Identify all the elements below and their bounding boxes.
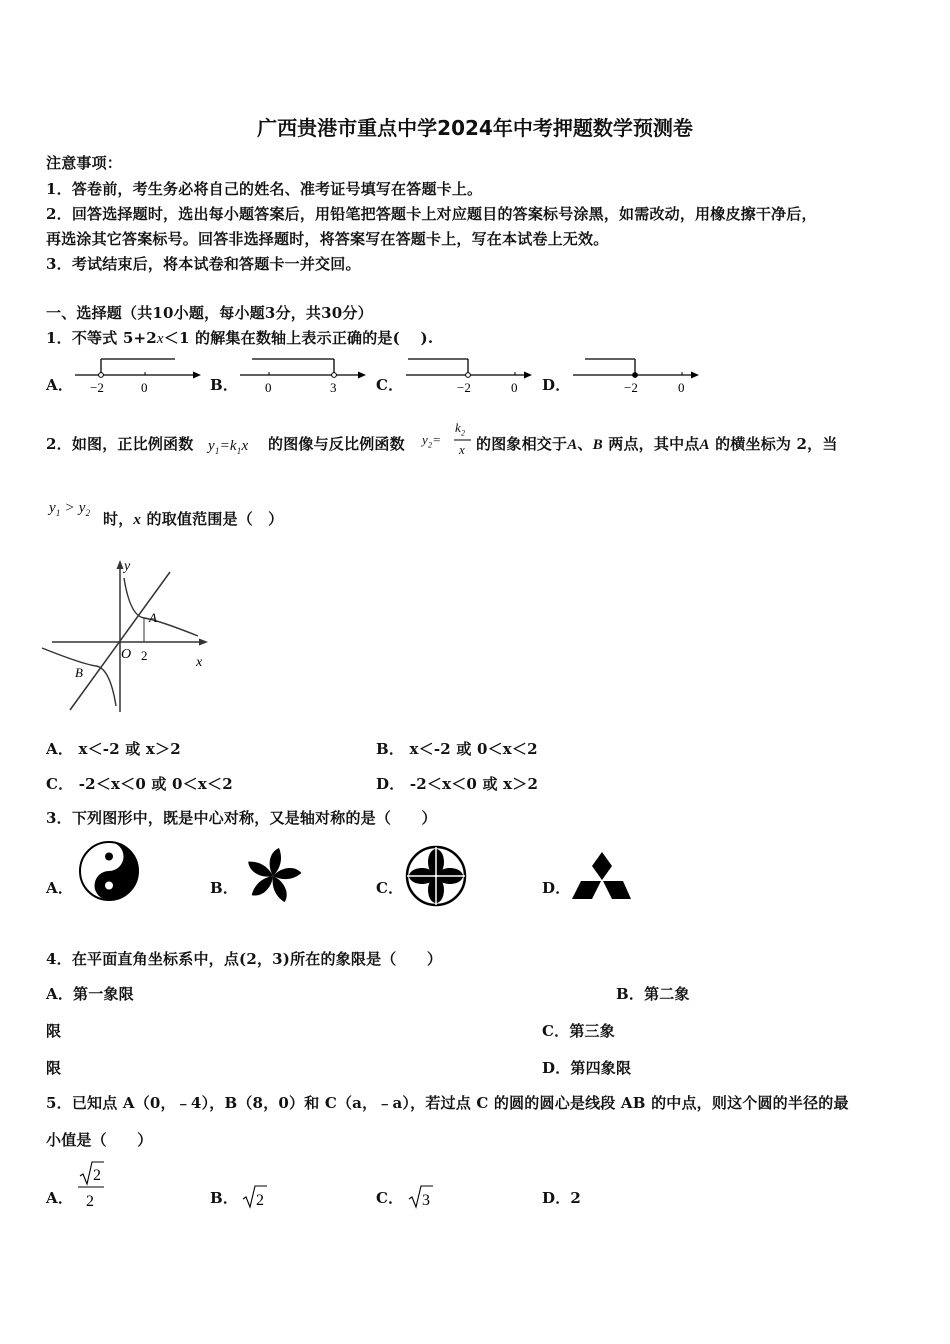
x-axis-label: x bbox=[196, 655, 203, 670]
q5-stem-line2: 小值是（ ） bbox=[46, 1131, 153, 1149]
q5-option-b-sqrt bbox=[242, 1184, 272, 1212]
q4-option-d[interactable]: D．第四象限 bbox=[542, 1059, 632, 1077]
q2-option-d[interactable]: D． -2＜x＜0 或 x＞2 bbox=[376, 775, 539, 793]
q5-option-a-label[interactable]: A． bbox=[46, 1189, 74, 1207]
q2-formula-2-lhs: $y_2=$ bbox=[422, 432, 442, 450]
q1-number-line-a bbox=[75, 355, 205, 397]
svg-text:2: 2 bbox=[256, 1192, 264, 1209]
notice-item-3: 3．考试结束后，将本试卷和答题卡一并交回。 bbox=[46, 255, 361, 273]
notice-item-1: 1．答卷前，考生务必将自己的姓名、准考证号填写在答题卡上。 bbox=[46, 180, 483, 198]
q2-condition: $y_1 > y_2$ bbox=[49, 500, 91, 518]
q1-number-line-b bbox=[240, 355, 370, 397]
q4-option-c-cont: 限 bbox=[46, 1059, 62, 1077]
q2-formula-1: $y_1=k_1x$ bbox=[208, 438, 249, 456]
tick-2-label: 2 bbox=[141, 648, 148, 663]
q5-option-c-label[interactable]: C． bbox=[376, 1189, 404, 1207]
notice-item-2-cont: 再选涂其它答案标号。回答非选择题时，将答案写在答题卡上，写在本试卷上无效。 bbox=[46, 230, 609, 248]
q1-option-d-label[interactable]: D． bbox=[542, 376, 571, 394]
q3-option-b-label[interactable]: B． bbox=[210, 879, 239, 897]
q4-stem: 4．在平面直角坐标系中，点(2，3)所在的象限是（ ） bbox=[46, 950, 443, 968]
q2-option-b[interactable]: B． x＜-2 或 0＜x＜2 bbox=[376, 740, 538, 758]
q5-stem-line1: 5．已知点 A（0，﹣4），B（8，0）和 C（a，﹣a），若过点 C 的圆的圆心是线段 AB 的中点，则这个圆的半径的最 bbox=[46, 1094, 849, 1112]
q1-option-c-label[interactable]: C． bbox=[376, 376, 404, 394]
q1-option-b-label[interactable]: B． bbox=[210, 376, 239, 394]
point-a-label: A bbox=[149, 610, 157, 625]
q5-option-a-fraction bbox=[76, 1158, 106, 1214]
q2-fraction-bar bbox=[454, 439, 472, 441]
q1-number-line-c bbox=[406, 355, 536, 397]
section-heading: 一、选择题（共10小题，每小题3分，共30分） bbox=[46, 304, 373, 322]
q2-function-graph bbox=[48, 556, 213, 716]
q4-option-c[interactable]: C．第三象 bbox=[542, 1022, 615, 1040]
four-petal-circle-icon bbox=[404, 844, 468, 908]
notice-heading: 注意事项： bbox=[46, 154, 123, 172]
q3-stem: 3．下列图形中，既是中心对称，又是轴对称的是（ ） bbox=[46, 809, 437, 827]
point-b-label: B bbox=[75, 665, 83, 680]
q3-option-c-label[interactable]: C． bbox=[376, 879, 404, 897]
q5-a-numerator: 2 bbox=[93, 1167, 101, 1184]
three-diamonds-icon bbox=[572, 850, 632, 904]
q5-option-c-sqrt bbox=[408, 1184, 438, 1212]
tick-b-1: 0 bbox=[265, 380, 272, 395]
notice-item-2: 2．回答选择题时，选出每小题答案后，用铅笔把答题卡上对应题目的答案标号涂黑，如需改动，用橡皮擦干净后， bbox=[46, 205, 817, 223]
origin-label: O bbox=[121, 647, 132, 662]
q2-stem-prefix: 2．如图，正比例函数 bbox=[46, 435, 194, 453]
q2-option-c[interactable]: C． -2＜x＜0 或 0＜x＜2 bbox=[46, 775, 233, 793]
tick-b-2: 3 bbox=[330, 380, 337, 395]
q2-stem-line2: 时，x 的取值范围是（ ） bbox=[103, 510, 284, 528]
q2-stem-middle: 的图像与反比例函数 bbox=[268, 435, 405, 453]
q1-number-line-d bbox=[573, 355, 703, 397]
tick-c-1: −2 bbox=[457, 380, 471, 395]
svg-text:3: 3 bbox=[422, 1192, 430, 1209]
q2-formula-2-numerator: $k_2$ bbox=[455, 420, 466, 438]
q5-a-denominator: 2 bbox=[86, 1193, 94, 1210]
q5-option-d[interactable]: D．2 bbox=[542, 1189, 582, 1207]
q4-option-b[interactable]: B．第二象 bbox=[616, 985, 690, 1003]
q1-stem: 1．不等式 5+2x＜1 的解集在数轴上表示正确的是( ). bbox=[46, 329, 434, 347]
q4-option-b-cont: 限 bbox=[46, 1022, 62, 1040]
page-title: 广西贵港市重点中学2024年中考押题数学预测卷 bbox=[257, 116, 693, 140]
tick-c-2: 0 bbox=[511, 380, 518, 395]
q5-option-b-label[interactable]: B． bbox=[210, 1189, 239, 1207]
q3-option-a-label[interactable]: A． bbox=[46, 879, 74, 897]
pinwheel-flower-icon bbox=[242, 845, 304, 907]
hyperbola-branch-1 bbox=[124, 578, 198, 636]
q1-option-a-label[interactable]: A． bbox=[46, 376, 74, 394]
tick-a-2: 0 bbox=[141, 380, 148, 395]
q2-formula-2-denominator: x bbox=[459, 442, 465, 457]
yin-yang-icon bbox=[78, 840, 140, 902]
q4-option-a[interactable]: A．第一象限 bbox=[46, 985, 134, 1003]
q2-option-a[interactable]: A． x＜-2 或 x＞2 bbox=[46, 740, 181, 758]
tick-a-1: −2 bbox=[90, 380, 104, 395]
tick-d-1: −2 bbox=[624, 380, 638, 395]
q2-stem-suffix: 的图象相交于A、B 两点，其中点A 的横坐标为 2，当 bbox=[476, 435, 838, 453]
tick-d-2: 0 bbox=[678, 380, 685, 395]
y-axis-label: y bbox=[124, 559, 131, 574]
q3-option-d-label[interactable]: D． bbox=[542, 879, 571, 897]
